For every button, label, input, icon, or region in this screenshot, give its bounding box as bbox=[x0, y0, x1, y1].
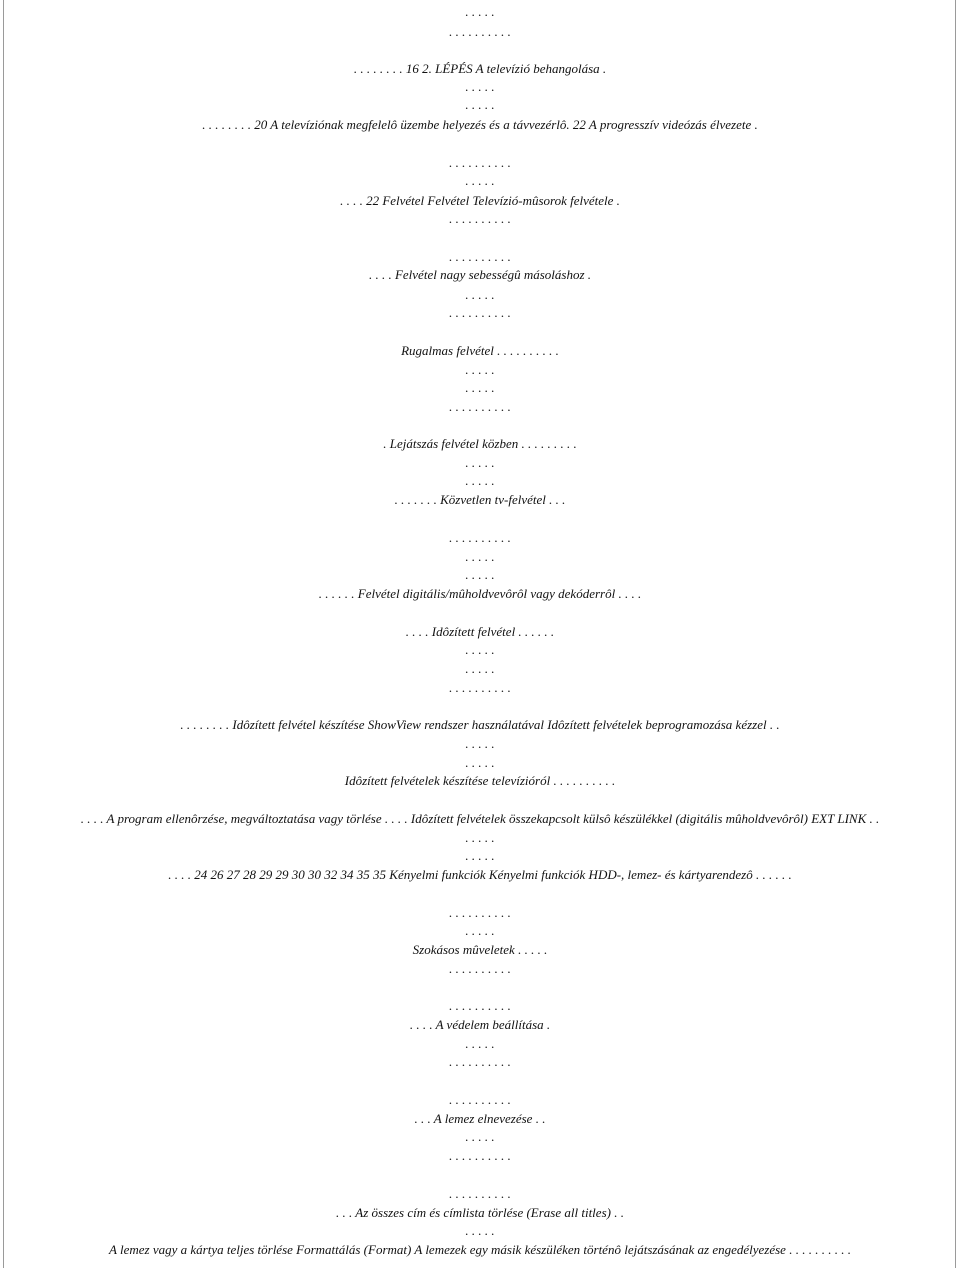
toc-line: . . . . . bbox=[465, 567, 495, 582]
toc-line: . . . . . bbox=[465, 549, 495, 564]
toc-line: . . . . . . . . . . bbox=[449, 530, 511, 545]
toc-line: . . . . Felvétel nagy sebességû másoláshoz . bbox=[368, 267, 592, 282]
toc-line: . . . . . bbox=[465, 455, 495, 470]
toc-line: A lemez vagy a kártya teljes törlése Formattálás (Format) A lemezek egy másik készüléken történô lejátszásának az engedélyezése . . . . . . . . . . bbox=[109, 1242, 851, 1257]
toc-line: . . . . . bbox=[465, 173, 495, 188]
toc-line: . . . . . . . . . . bbox=[449, 155, 511, 170]
toc-line: . . . . . bbox=[465, 1036, 495, 1051]
toc-line: . . . . . . . . Idôzített felvétel készítése ShowView rendszer használatával Idôzített felvételek beprogramozása kézzel . . bbox=[180, 717, 780, 732]
toc-line: . . . . . . . . . . bbox=[449, 399, 511, 414]
toc-line: . . . . . . . . . . bbox=[449, 1148, 511, 1163]
toc-line: . . . . . . . . . . bbox=[449, 1092, 511, 1107]
toc-line: . . . . . . . . . . bbox=[449, 305, 511, 320]
toc-line: . . . . 24 26 27 28 29 29 30 30 32 34 35 35 Kényelmi funkciók Kényelmi funkciók HDD-, lemez- és kártyarendezô . . . . . . bbox=[168, 867, 792, 882]
toc-line: . . . . . . . . . . bbox=[449, 24, 511, 39]
toc-line: . . . . 22 Felvétel Felvétel Televízió-mûsorok felvétele . bbox=[340, 193, 620, 208]
toc-line: . . . . . . . . . . bbox=[449, 1186, 511, 1201]
toc-line: . . . . . bbox=[465, 923, 495, 938]
toc-line: . . . . . bbox=[465, 848, 495, 863]
toc-line: . . . . Idôzített felvétel . . . . . . bbox=[405, 624, 555, 639]
toc-line: . . . . . . . . . . bbox=[449, 998, 511, 1013]
toc-line: . . . . . . . . 16 2. LÉPÉS A televízió behangolása . bbox=[353, 61, 607, 76]
toc-line: . . . Az összes cím és címlista törlése (Erase all titles) . . bbox=[336, 1205, 624, 1220]
toc-line: Szokásos mûveletek . . . . . bbox=[412, 942, 548, 957]
toc-line: . . . . . bbox=[465, 661, 495, 676]
toc-line: . . . . . bbox=[465, 830, 495, 845]
toc-line: . . . . . . . . . . bbox=[449, 249, 511, 264]
toc-line: . . . . . bbox=[465, 287, 495, 302]
toc-line: . . . . . . . . . . bbox=[449, 905, 511, 920]
toc-line: . . . . . . . . . . bbox=[449, 211, 511, 226]
toc-line: . . . . . bbox=[465, 4, 495, 19]
toc-line: . . . . . bbox=[465, 642, 495, 657]
toc-line: . . . . . bbox=[465, 97, 495, 112]
toc-line: . . . A lemez elnevezése . . bbox=[414, 1111, 546, 1126]
toc-line: . . . . A program ellenôrzése, megváltoztatása vagy törlése . . . . Idôzített felvételek összekapcsolt külsô készülékkel (digitális mûholdvevôrôl) EXT LINK . . bbox=[80, 811, 880, 826]
toc-line: . . . . . bbox=[465, 380, 495, 395]
toc-line: . . . . . . . . . . bbox=[449, 680, 511, 695]
toc-line: . . . . . bbox=[465, 79, 495, 94]
toc-line: . . . . . . Felvétel digitális/mûholdvevôrôl vagy dekóderrôl . . . . bbox=[318, 586, 642, 601]
toc-line: . . . . . . . Közvetlen tv-felvétel . . . bbox=[394, 492, 566, 507]
toc-line: . . . . . bbox=[465, 1223, 495, 1238]
toc-line: . . . . . . . . 20 A televíziónak megfelelô üzembe helyezés és a távvezérlô. 22 A progresszív videózás élvezete . bbox=[202, 117, 758, 132]
toc-line: . . . . . . . . . . bbox=[449, 961, 511, 976]
toc-line: . . . . . bbox=[465, 736, 495, 751]
toc-line: . . . . . bbox=[465, 473, 495, 488]
toc-line: Rugalmas felvétel . . . . . . . . . . bbox=[401, 343, 559, 358]
toc-line: . . . . . bbox=[465, 755, 495, 770]
toc-line: . Lejátszás felvétel közben . . . . . . . . . bbox=[383, 436, 577, 451]
toc-line: Idôzített felvételek készítése televízióról . . . . . . . . . . bbox=[344, 773, 616, 788]
toc-line: . . . . . bbox=[465, 362, 495, 377]
toc-line: . . . . . bbox=[465, 1129, 495, 1144]
toc-line: . . . . . . . . . . bbox=[449, 1054, 511, 1069]
toc-line: . . . . A védelem beállítása . bbox=[409, 1017, 551, 1032]
